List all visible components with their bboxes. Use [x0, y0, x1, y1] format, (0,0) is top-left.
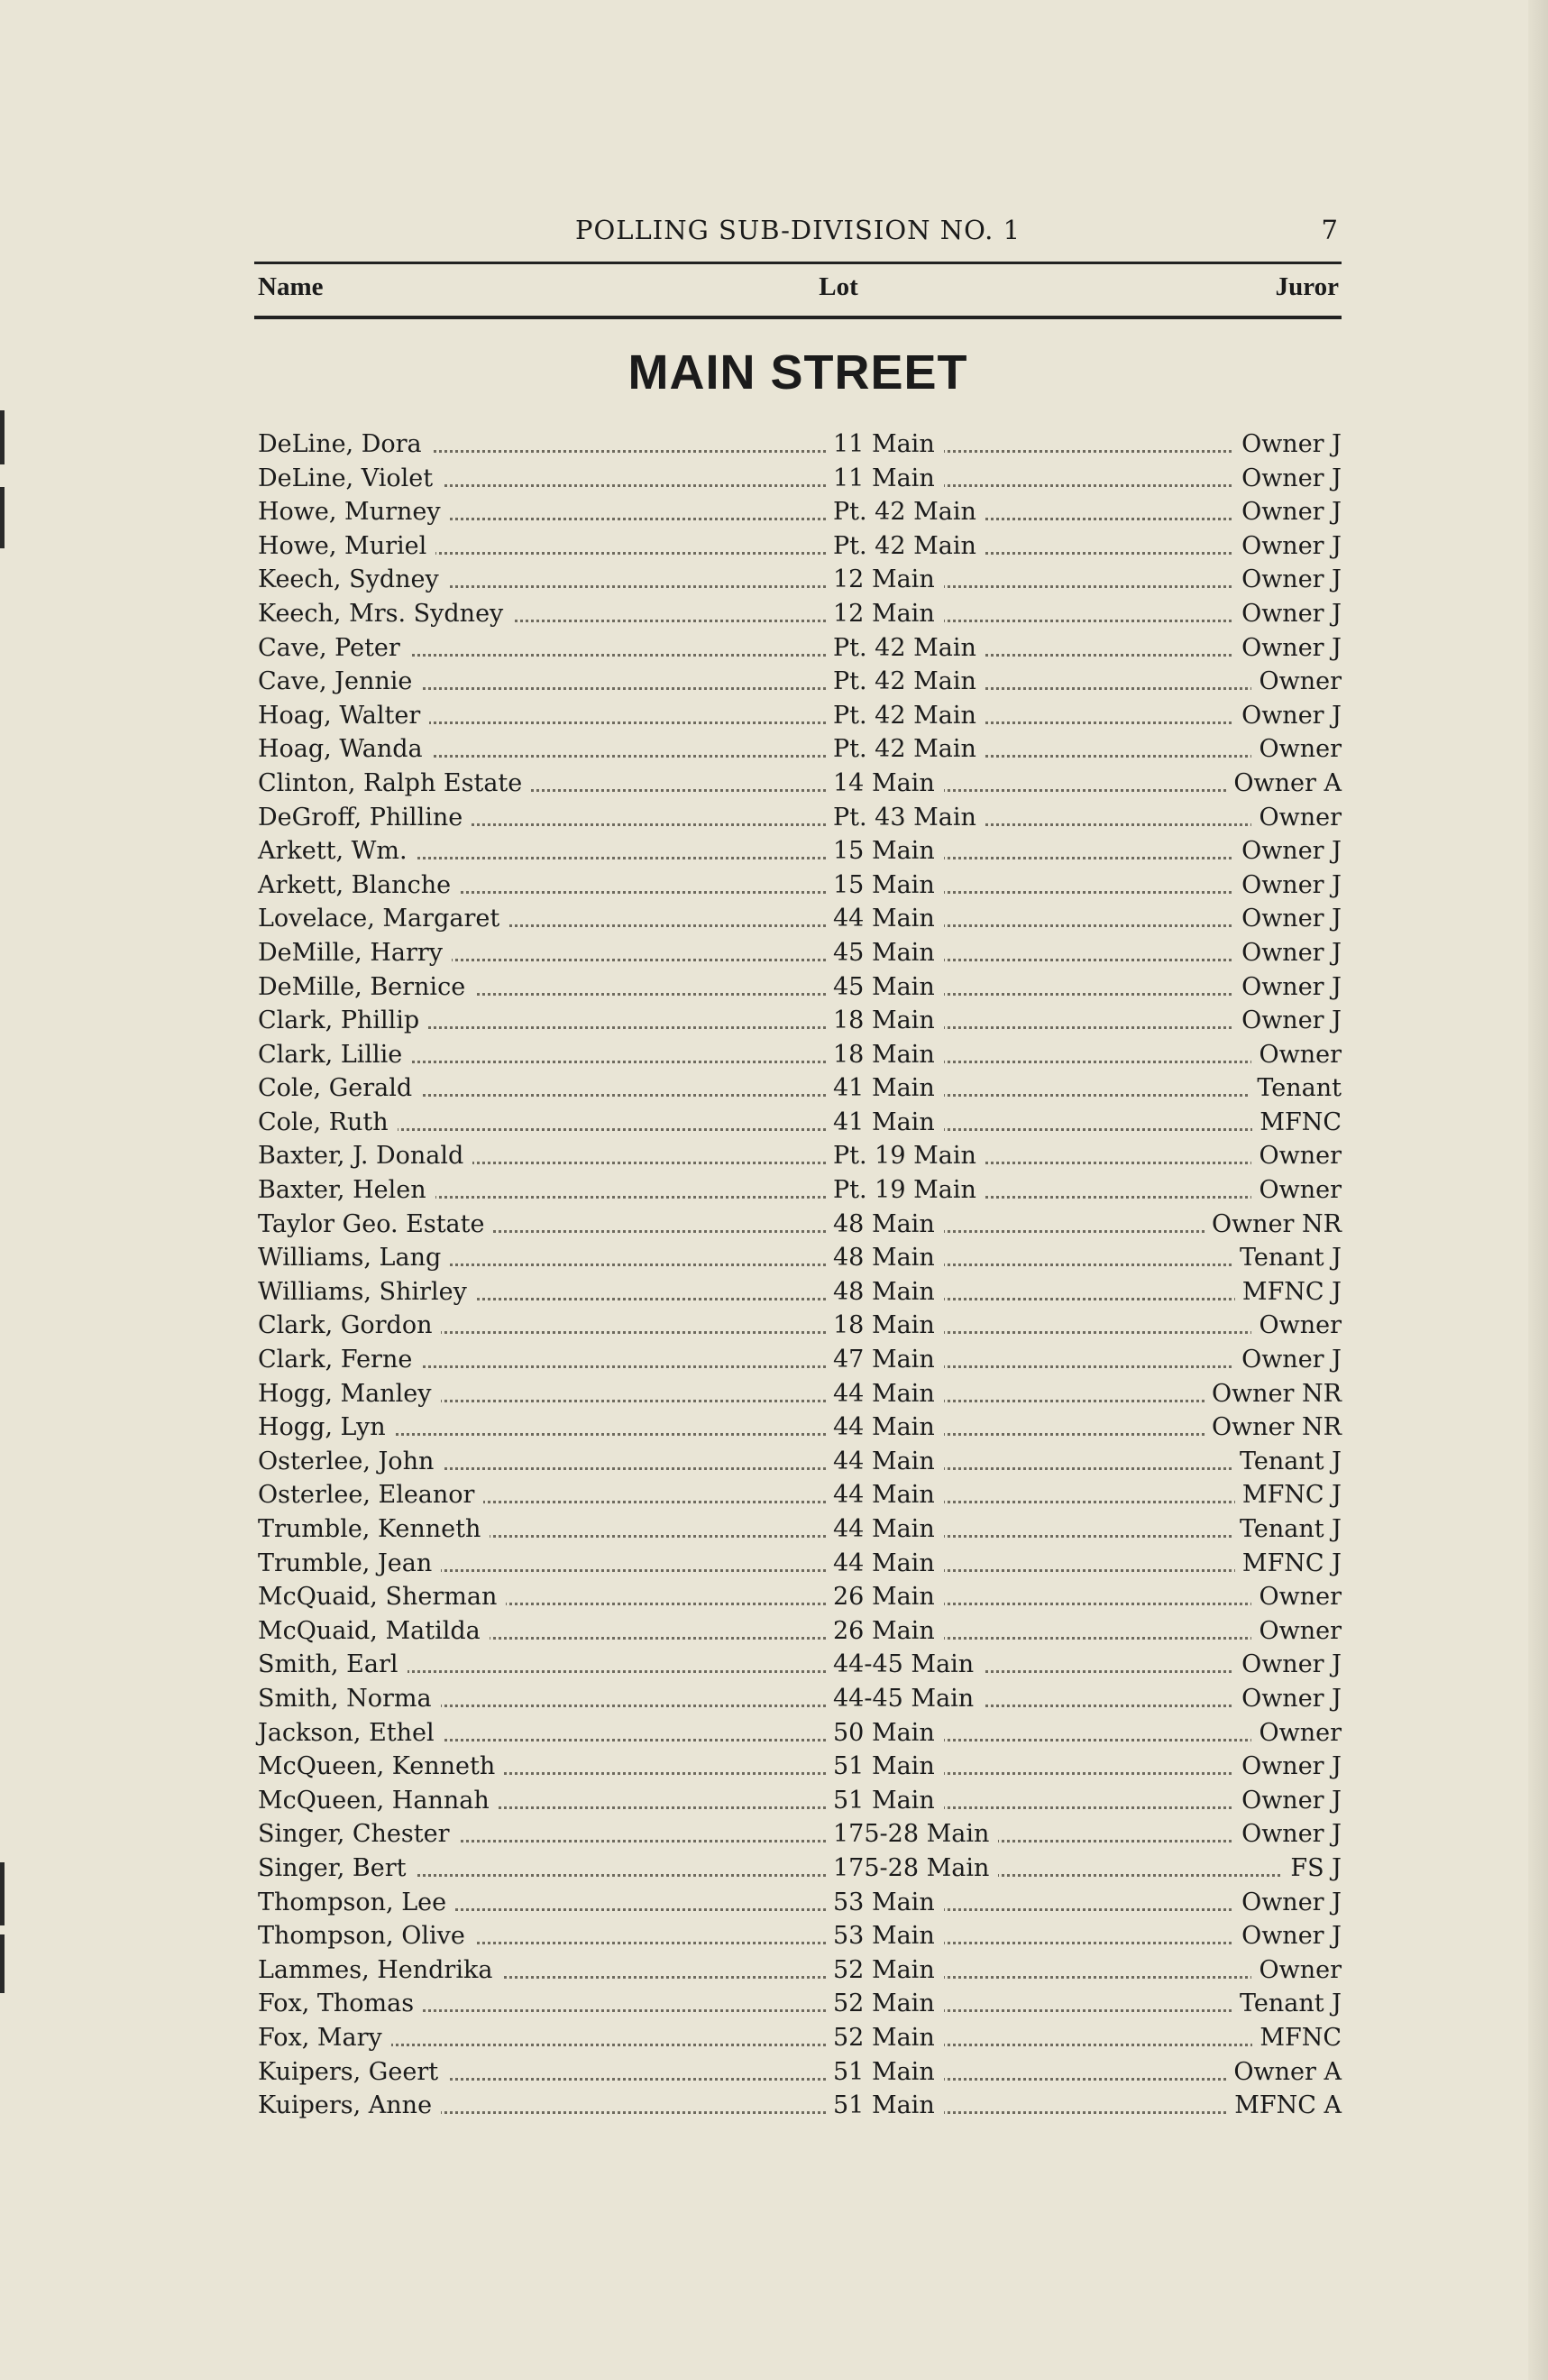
list-item: [258, 2021, 1342, 2055]
list-item: [258, 1377, 1342, 1411]
entry-name: Clinton, Ralph Estate: [258, 767, 531, 801]
entry-lot: 44 Main: [828, 1445, 944, 1479]
entry-lot: 41 Main: [828, 1071, 944, 1106]
entry-juror: Tenant J: [1232, 1241, 1342, 1275]
entry-juror: Owner J: [1234, 1648, 1342, 1682]
list-item: [258, 1953, 1342, 1988]
entry-juror: Tenant J: [1232, 1445, 1342, 1479]
entry-lot: Pt. 42 Main: [828, 631, 985, 666]
entry-lot: 44 Main: [828, 902, 944, 936]
list-item: [258, 801, 1342, 835]
list-item: [258, 1275, 1342, 1309]
entry-name: Thompson, Olive: [258, 1919, 474, 1953]
entry-juror: Owner: [1251, 665, 1342, 699]
entry-juror: Tenant J: [1232, 1987, 1342, 2021]
entry-name: Hogg, Manley: [258, 1377, 441, 1411]
entry-lot: 48 Main: [828, 1275, 944, 1309]
entry-name: Cave, Jennie: [258, 665, 421, 699]
entry-name: Williams, Lang: [258, 1241, 450, 1275]
entry-juror: Owner J: [1234, 1784, 1342, 1818]
list-item: [258, 1817, 1342, 1852]
entry-juror: Owner J: [1234, 1919, 1342, 1953]
list-item: [258, 1852, 1342, 1886]
entry-lot: 18 Main: [828, 1038, 944, 1072]
entry-juror: Owner: [1251, 1139, 1342, 1173]
entry-juror: MFNC J: [1235, 1547, 1342, 1581]
entry-juror: Owner NR: [1205, 1377, 1342, 1411]
entry-name: Hoag, Walter: [258, 699, 429, 733]
column-header-juror: Juror: [1275, 272, 1339, 301]
entry-lot: 44 Main: [828, 1377, 944, 1411]
binding-mark: [0, 1934, 5, 1993]
list-item: [258, 1547, 1342, 1581]
header-rule-top: [254, 262, 1342, 264]
entry-juror: Owner NR: [1205, 1208, 1342, 1242]
entry-lot: 44 Main: [828, 1547, 944, 1581]
entry-name: Fox, Mary: [258, 2021, 391, 2055]
entry-lot: 45 Main: [828, 936, 944, 970]
column-header-lot: Lot: [819, 272, 858, 301]
list-item: [258, 631, 1342, 666]
entry-juror: Owner NR: [1205, 1411, 1342, 1445]
entry-name: Howe, Muriel: [258, 529, 435, 564]
entry-lot: 50 Main: [828, 1716, 944, 1751]
list-item: [258, 665, 1342, 699]
entry-lot: 15 Main: [828, 868, 944, 903]
entry-lot: 14 Main: [828, 767, 944, 801]
entry-lot: 53 Main: [828, 1919, 944, 1953]
list-item: [258, 563, 1342, 597]
entry-name: Clark, Ferne: [258, 1343, 421, 1377]
entry-name: Cave, Peter: [258, 631, 409, 666]
entry-lot: 44 Main: [828, 1512, 944, 1547]
list-item: [258, 1411, 1342, 1445]
list-item: [258, 529, 1342, 564]
entry-name: Trumble, Kenneth: [258, 1512, 490, 1547]
entry-name: McQueen, Hannah: [258, 1784, 499, 1818]
entry-lot: Pt. 19 Main: [828, 1139, 985, 1173]
list-item: [258, 767, 1342, 801]
entry-name: McQuaid, Matilda: [258, 1614, 490, 1649]
entry-name: Clark, Gordon: [258, 1309, 441, 1343]
entry-lot: 51 Main: [828, 1784, 944, 1818]
list-item: [258, 1038, 1342, 1072]
entry-juror: Owner J: [1234, 1343, 1342, 1377]
entry-name: Kuipers, Anne: [258, 2089, 441, 2123]
list-item: [258, 427, 1342, 462]
entry-lot: 41 Main: [828, 1106, 944, 1140]
list-item: [258, 1343, 1342, 1377]
entry-lot: 44 Main: [828, 1411, 944, 1445]
entry-name: Osterlee, Eleanor: [258, 1478, 483, 1512]
entry-lot: 44-45 Main: [828, 1648, 983, 1682]
entry-lot: 18 Main: [828, 1309, 944, 1343]
entry-name: Cole, Ruth: [258, 1106, 398, 1140]
header-rule-bottom: [254, 316, 1342, 319]
entry-name: McQuaid, Sherman: [258, 1580, 506, 1614]
entry-juror: Owner: [1251, 801, 1342, 835]
entry-lot: 45 Main: [828, 970, 944, 1005]
entry-lot: 15 Main: [828, 834, 944, 868]
list-item: [258, 1445, 1342, 1479]
list-item: [258, 732, 1342, 767]
entry-name: Cole, Gerald: [258, 1071, 421, 1106]
entry-lot: 18 Main: [828, 1004, 944, 1038]
list-item: [258, 834, 1342, 868]
column-header-name: Name: [258, 272, 324, 301]
page-edge: [1528, 0, 1548, 2380]
entry-name: Williams, Shirley: [258, 1275, 476, 1309]
entry-name: Baxter, J. Donald: [258, 1139, 472, 1173]
entry-juror: MFNC J: [1235, 1478, 1342, 1512]
entry-name: Howe, Murney: [258, 495, 450, 529]
entry-juror: Owner J: [1234, 970, 1342, 1005]
list-item: [258, 1512, 1342, 1547]
list-item: [258, 597, 1342, 631]
entry-juror: FS J: [1283, 1852, 1342, 1886]
entry-lot: 12 Main: [828, 563, 944, 597]
list-item: [258, 495, 1342, 529]
list-item: [258, 1614, 1342, 1649]
list-item: [258, 902, 1342, 936]
page-number: 7: [1321, 215, 1338, 245]
entry-juror: Owner: [1251, 1173, 1342, 1208]
entry-name: Clark, Lillie: [258, 1038, 411, 1072]
list-item: [258, 1648, 1342, 1682]
entry-name: Arkett, Blanche: [258, 868, 460, 903]
list-item: [258, 1208, 1342, 1242]
entry-name: Trumble, Jean: [258, 1547, 441, 1581]
header-title: POLLING SUB-DIVISION NO. 1: [574, 215, 1021, 245]
entry-lot: Pt. 42 Main: [828, 699, 985, 733]
entry-name: Baxter, Helen: [258, 1173, 435, 1208]
entry-lot: 26 Main: [828, 1580, 944, 1614]
entry-juror: MFNC: [1252, 2021, 1342, 2055]
list-item: [258, 1173, 1342, 1208]
entry-juror: Tenant J: [1232, 1512, 1342, 1547]
entry-juror: Owner J: [1234, 631, 1342, 666]
entry-lot: 175-28 Main: [828, 1852, 998, 1886]
entry-lot: 52 Main: [828, 1987, 944, 2021]
entry-name: Kuipers, Geert: [258, 2055, 447, 2090]
entry-name: Lammes, Hendrika: [258, 1953, 501, 1988]
list-item: [258, 1750, 1342, 1784]
list-item: [258, 936, 1342, 970]
list-item: [258, 462, 1342, 496]
entry-juror: Owner J: [1234, 495, 1342, 529]
entry-juror: Owner J: [1234, 936, 1342, 970]
entry-lot: 12 Main: [828, 597, 944, 631]
entry-name: Smith, Earl: [258, 1648, 408, 1682]
entry-lot: 47 Main: [828, 1343, 944, 1377]
entry-name: Lovelace, Margaret: [258, 902, 508, 936]
list-item: [258, 2089, 1342, 2123]
entry-juror: Tenant: [1250, 1071, 1342, 1106]
binding-mark: [0, 410, 5, 464]
entry-lot: 11 Main: [828, 427, 944, 462]
entry-juror: Owner J: [1234, 868, 1342, 903]
entry-juror: Owner J: [1234, 427, 1342, 462]
entry-juror: Owner: [1251, 1953, 1342, 1988]
entry-name: McQueen, Kenneth: [258, 1750, 504, 1784]
entry-lot: Pt. 42 Main: [828, 529, 985, 564]
list-item: [258, 1139, 1342, 1173]
list-item: [258, 868, 1342, 903]
entry-lot: 51 Main: [828, 2089, 944, 2123]
entry-lot: 44 Main: [828, 1478, 944, 1512]
entry-name: Hoag, Wanda: [258, 732, 432, 767]
entry-name: DeLine, Dora: [258, 427, 431, 462]
entry-lot: 11 Main: [828, 462, 944, 496]
entry-juror: MFNC: [1252, 1106, 1342, 1140]
entry-lot: 51 Main: [828, 2055, 944, 2090]
entry-name: Singer, Chester: [258, 1817, 459, 1852]
binding-mark: [0, 1862, 5, 1925]
list-item: [258, 1004, 1342, 1038]
list-item: [258, 1987, 1342, 2021]
entry-name: Arkett, Wm.: [258, 834, 417, 868]
list-item: [258, 1716, 1342, 1751]
list-item: [258, 699, 1342, 733]
entry-juror: Owner J: [1234, 563, 1342, 597]
binding-mark: [0, 487, 5, 548]
entry-juror: Owner: [1251, 1716, 1342, 1751]
entry-name: Smith, Norma: [258, 1682, 441, 1716]
entry-name: Taylor Geo. Estate: [258, 1208, 493, 1242]
entry-juror: Owner J: [1234, 529, 1342, 564]
entry-name: Thompson, Lee: [258, 1886, 455, 1920]
entry-name: DeGroff, Philline: [258, 801, 472, 835]
entry-juror: Owner J: [1234, 699, 1342, 733]
entry-juror: MFNC J: [1235, 1275, 1342, 1309]
entry-juror: Owner J: [1234, 1682, 1342, 1716]
entry-name: DeLine, Violet: [258, 462, 442, 496]
entry-juror: Owner: [1251, 732, 1342, 767]
entry-lot: Pt. 42 Main: [828, 495, 985, 529]
entry-name: Osterlee, John: [258, 1445, 443, 1479]
list-item: [258, 1478, 1342, 1512]
entry-lot: 52 Main: [828, 1953, 944, 1988]
entry-lot: Pt. 42 Main: [828, 665, 985, 699]
entry-name: Fox, Thomas: [258, 1987, 423, 2021]
entry-name: Keech, Sydney: [258, 563, 448, 597]
entry-lot: 48 Main: [828, 1241, 944, 1275]
entry-juror: Owner J: [1234, 1750, 1342, 1784]
list-item: [258, 1106, 1342, 1140]
entry-name: Jackson, Ethel: [258, 1716, 444, 1751]
entry-juror: Owner J: [1234, 462, 1342, 496]
entry-lot: 53 Main: [828, 1886, 944, 1920]
list-item: [258, 1309, 1342, 1343]
entry-juror: Owner J: [1234, 902, 1342, 936]
list-item: [258, 1580, 1342, 1614]
entry-lot: Pt. 43 Main: [828, 801, 985, 835]
list-item: [258, 1682, 1342, 1716]
list-item: [258, 1241, 1342, 1275]
entry-name: Hogg, Lyn: [258, 1411, 395, 1445]
entry-name: DeMille, Bernice: [258, 970, 474, 1005]
list-item: [258, 970, 1342, 1005]
entry-lot: Pt. 42 Main: [828, 732, 985, 767]
entry-juror: Owner J: [1234, 1004, 1342, 1038]
list-item: [258, 1886, 1342, 1920]
entry-lot: 44-45 Main: [828, 1682, 983, 1716]
entry-name: Keech, Mrs. Sydney: [258, 597, 512, 631]
entry-juror: Owner J: [1234, 1817, 1342, 1852]
entry-juror: Owner J: [1234, 597, 1342, 631]
entry-juror: Owner: [1251, 1580, 1342, 1614]
entry-lot: 52 Main: [828, 2021, 944, 2055]
entry-lot: 26 Main: [828, 1614, 944, 1649]
entry-juror: Owner: [1251, 1038, 1342, 1072]
entry-lot: 175-28 Main: [828, 1817, 998, 1852]
entry-juror: Owner A: [1226, 767, 1342, 801]
entry-juror: MFNC A: [1227, 2089, 1342, 2123]
list-item: [258, 2055, 1342, 2090]
entry-lot: 51 Main: [828, 1750, 944, 1784]
entry-name: DeMille, Harry: [258, 936, 452, 970]
entry-juror: Owner J: [1234, 1886, 1342, 1920]
list-item: [258, 1919, 1342, 1953]
section-title: MAIN STREET: [627, 345, 968, 400]
list-item: [258, 1784, 1342, 1818]
entry-name: Singer, Bert: [258, 1852, 415, 1886]
voter-list: [258, 427, 1342, 2123]
entry-juror: Owner A: [1226, 2055, 1342, 2090]
entry-juror: Owner J: [1234, 834, 1342, 868]
list-item: [258, 1071, 1342, 1106]
entry-name: Clark, Phillip: [258, 1004, 428, 1038]
entry-lot: 48 Main: [828, 1208, 944, 1242]
entry-juror: Owner: [1251, 1614, 1342, 1649]
page-header: [254, 215, 1342, 251]
entry-lot: Pt. 19 Main: [828, 1173, 985, 1208]
entry-juror: Owner: [1251, 1309, 1342, 1343]
